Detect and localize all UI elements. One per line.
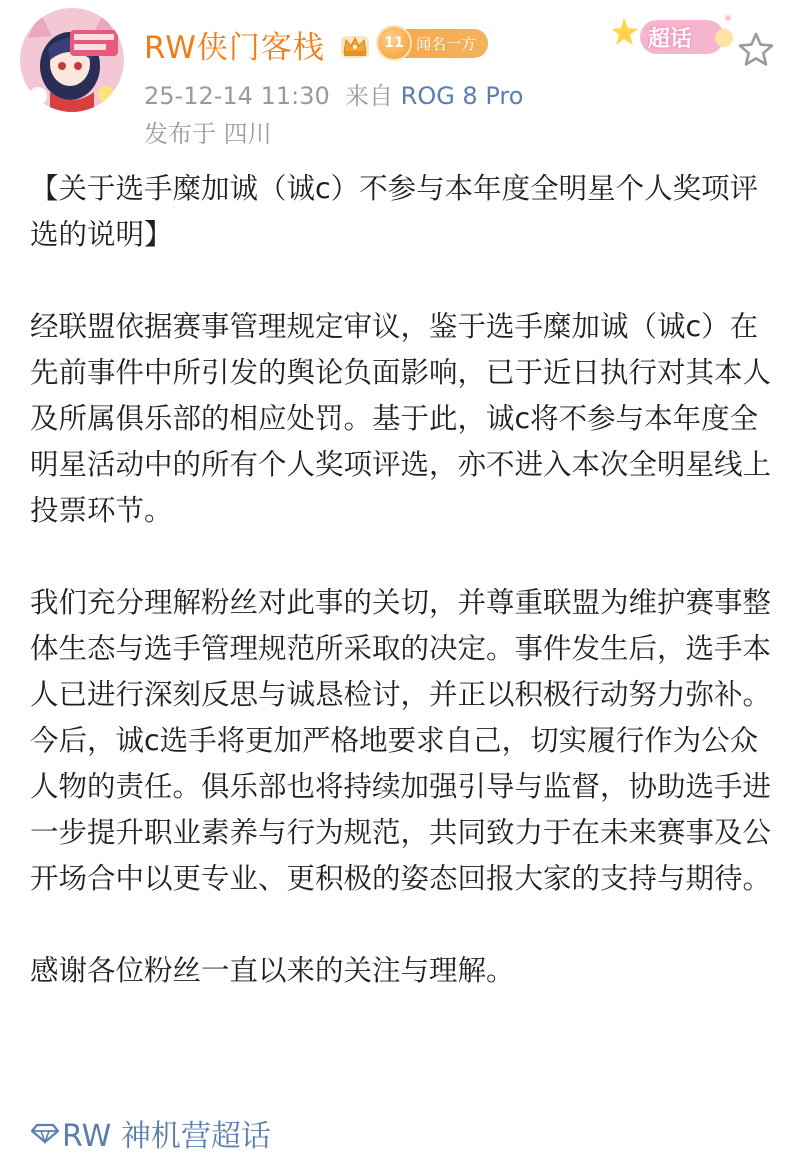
paragraph-gap xyxy=(30,258,776,304)
diamond-icon xyxy=(30,1122,60,1144)
post-paragraph: 感谢各位粉丝一直以来的关注与理解。 xyxy=(30,954,515,987)
level-title: 闻名一方 xyxy=(400,29,488,58)
level-badge[interactable] xyxy=(378,28,488,58)
supertopic-link-label: RW 神机营超话 xyxy=(62,1119,271,1154)
post-paragraph-title: 【关于选手糜加诚（诚c）不参与本年度全明星个人奖项评选的说明】 xyxy=(30,172,759,251)
post-paragraph: 今后，诚c选手将更加严格地要求自己，切实履行作为公众人物的责任。俱乐部也将持续加强引导与监督，协助选手进一步提升职业素养与行为规范，共同致力于在未来赛事及公开场合中以更专业、更积极的姿态回报大家的支持与期待。 xyxy=(30,724,772,895)
from-label: 来自 xyxy=(345,82,393,110)
post-body xyxy=(30,166,776,994)
post-header xyxy=(0,0,800,150)
post-location: 发布于 四川 xyxy=(144,120,272,148)
user-name[interactable]: RW侠门客栈 xyxy=(144,30,325,66)
post-meta xyxy=(144,76,523,111)
paragraph-gap xyxy=(30,902,776,948)
supertopic-label[interactable]: 超话 xyxy=(648,27,693,52)
post-paragraph: 经联盟依据赛事管理规定审议，鉴于选手糜加诚（诚c）在先前事件中所引发的舆论负面影响，已于近日执行对其本人及所属俱乐部的相应处罚。基于此，诚c将不参与本年度全明星活动中的所有个人奖项评选，亦不进入本次全明星线上投票环节。 xyxy=(30,310,772,527)
avatar-image xyxy=(20,8,124,112)
device-link[interactable]: ROG 8 Pro xyxy=(400,82,524,110)
paragraph-gap xyxy=(30,534,776,580)
star-icon[interactable] xyxy=(737,31,775,69)
post-timestamp: 25-12-14 11:30 xyxy=(144,82,330,110)
level-number: 11 xyxy=(378,27,410,59)
post-paragraph: 我们充分理解粉丝对此事的关切，并尊重联盟为维护赛事整体生态与选手管理规范所采取的决定。事件发生后，选手本人已进行深刻反思与诚恳检讨，并正以积极行动努力弥补。 xyxy=(30,586,772,711)
supertopic-link[interactable] xyxy=(30,1112,271,1154)
avatar[interactable] xyxy=(20,8,124,112)
crown-icon[interactable] xyxy=(338,30,372,60)
